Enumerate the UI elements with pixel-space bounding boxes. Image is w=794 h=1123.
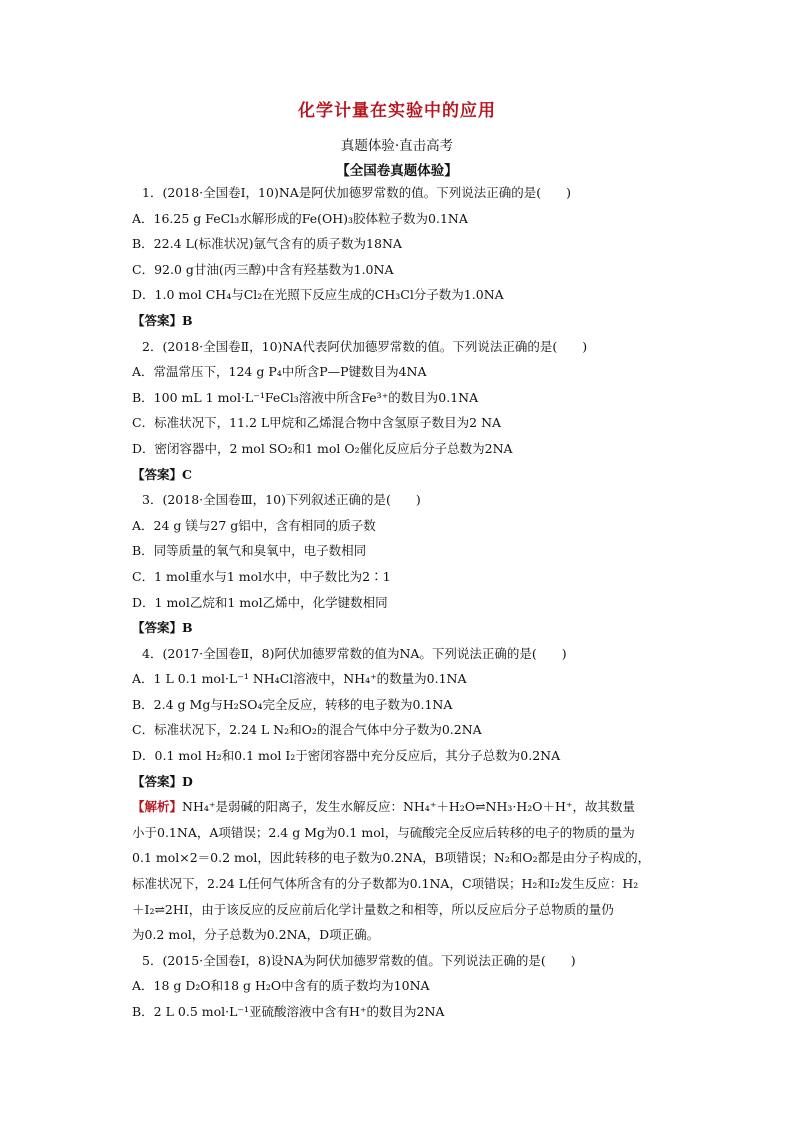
question-4-option-b: B．2.4 g Mg与H₂SO₄完全反应，转移的电子数为0.1NA bbox=[132, 696, 453, 712]
analysis-line-6: 为0.2 mol，分子总数为0.2NA，D项正确。 bbox=[132, 927, 380, 943]
question-3-option-d: D．1 mol乙烷和1 mol乙烯中，化学键数相同 bbox=[132, 594, 388, 610]
question-4-option-d: D．0.1 mol H₂和0.1 mol I₂于密闭容器中充分反应后，其分子总数为0.2NA bbox=[132, 748, 561, 764]
question-1-answer: 【答案】B bbox=[132, 312, 193, 328]
question-2-stem: 2．(2018·全国卷Ⅱ，10)NA代表阿伏加德罗常数的值。下列说法正确的是( ) bbox=[142, 338, 588, 354]
question-5-option-a: A．18 g D₂O和18 g H₂O中含有的质子数均为10NA bbox=[132, 978, 430, 994]
analysis-tag: 【解析】 bbox=[132, 799, 183, 815]
analysis-line-5: ＋I₂⇌2HI，由于该反应的反应前后化学计量数之和相等，所以反应后分子总物质的量仍 bbox=[132, 901, 614, 917]
question-3-stem: 3．(2018·全国卷Ⅲ，10)下列叙述正确的是( ) bbox=[142, 492, 421, 508]
question-2-option-a: A．常温常压下，124 g P₄中所含P—P键数目为4NA bbox=[132, 364, 427, 380]
question-5-option-b: B．2 L 0.5 mol·L⁻¹亚硫酸溶液中含有H⁺的数目为2NA bbox=[132, 1004, 445, 1019]
analysis-line-3: 0.1 mol×2＝0.2 mol，因此转移的电子数为0.2NA，B项错误；N₂和O₂都是由分子构成的， bbox=[132, 850, 651, 866]
question-4-answer: 【答案】D bbox=[132, 773, 193, 789]
question-3-option-c: C．1 mol重水与1 mol水中，中子数比为2∶1 bbox=[132, 568, 391, 584]
page-subtitle: 真题体验·直击高考 bbox=[340, 138, 454, 154]
question-2-answer: 【答案】C bbox=[132, 466, 192, 482]
question-1-option-d: D．1.0 mol CH₄与Cl₂在光照下反应生成的CH₃Cl分子数为1.0NA bbox=[132, 287, 504, 303]
question-1-option-b: B．22.4 L(标准状况)氩气含有的质子数为18NA bbox=[132, 236, 402, 252]
question-3-option-b: B．同等质量的氧气和臭氧中，电子数相同 bbox=[132, 543, 367, 559]
question-3-answer: 【答案】B bbox=[132, 620, 193, 636]
question-4-analysis bbox=[132, 794, 680, 948]
question-2-option-d: D．密闭容器中，2 mol SO₂和1 mol O₂催化反应后分子总数为2NA bbox=[132, 440, 513, 456]
question-4-stem: 4．(2017·全国卷Ⅱ，8)阿伏加德罗常数的值为NA。下列说法正确的是( ) bbox=[142, 645, 567, 661]
question-2-option-b: B．100 mL 1 mol·L⁻¹FeCl₃溶液中所含Fe³⁺的数目为0.1NA bbox=[132, 389, 479, 405]
question-1-option-a: A．16.25 g FeCl₃水解形成的Fe(OH)₃胶体粒子数为0.1NA bbox=[132, 210, 468, 226]
question-3-option-a: A．24 g 镁与27 g铝中，含有相同的质子数 bbox=[132, 517, 376, 533]
analysis-line-1: NH₄⁺是弱碱的阳离子，发生水解反应：NH₄⁺＋H₂O⇌NH₃·H₂O＋H⁺，故其数量 bbox=[182, 799, 636, 815]
question-4-option-c: C．标准状况下，2.24 L N₂和O₂的混合气体中分子数为0.2NA bbox=[132, 722, 482, 738]
question-4-option-a: A．1 L 0.1 mol·L⁻¹ NH₄Cl溶液中，NH₄⁺的数量为0.1NA bbox=[132, 671, 467, 687]
question-1-stem: 1．(2018·全国卷Ⅰ，10)NA是阿伏加德罗常数的值。下列说法正确的是( ) bbox=[142, 185, 572, 200]
question-content bbox=[132, 180, 680, 1025]
section-heading: 【全国卷真题体验】 bbox=[336, 163, 458, 179]
analysis-line-2: 小于0.1NA，A项错误；2.4 g Mg为0.1 mol，与硫酸完全反应后转移的电子的物质的量为 bbox=[132, 824, 635, 840]
question-1-option-c: C．92.0 g甘油(丙三醇)中含有羟基数为1.0NA bbox=[132, 261, 394, 277]
question-5-stem: 5．(2015·全国卷Ⅰ，8)设NA为阿伏加德罗常数的值。下列说法正确的是( ) bbox=[142, 952, 576, 968]
question-2-option-c: C．标准状况下，11.2 L甲烷和乙烯混合物中含氢原子数目为2 NA bbox=[132, 415, 502, 431]
page-title: 化学计量在实验中的应用 bbox=[298, 101, 496, 121]
analysis-line-4: 标准状况下，2.24 L任何气体所含有的分子数都为0.1NA，C项错误；H₂和I₂发生反应：H₂ bbox=[132, 876, 639, 892]
